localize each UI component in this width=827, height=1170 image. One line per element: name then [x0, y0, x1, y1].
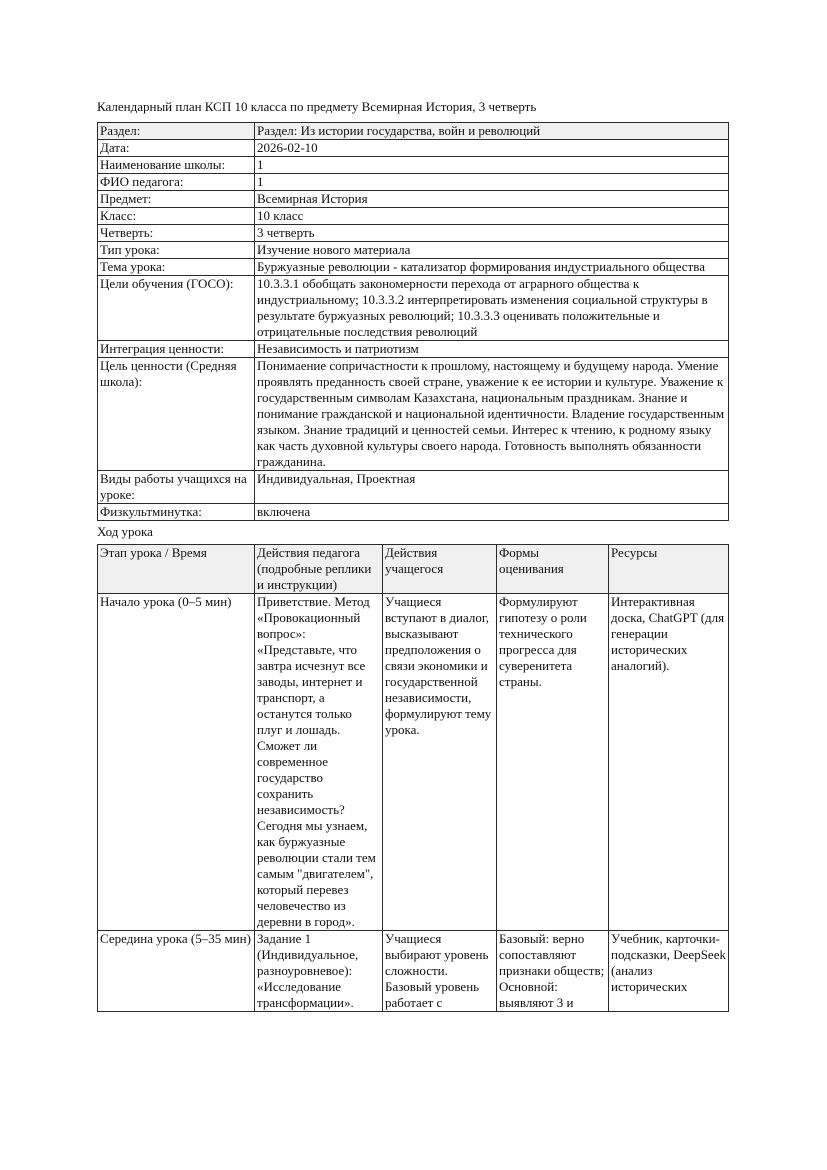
info-row-school — [98, 157, 729, 174]
document-page — [97, 99, 728, 1012]
info-label: Тема урока: — [98, 259, 255, 276]
document-title: Календарный план КСП 10 класса по предмету Всемирная История, 3 четверть — [97, 99, 537, 114]
lesson-row-middle — [98, 931, 729, 1012]
lesson-cell-assessment: Базовый: верно сопоставляют признаки обществ; Основной: выявляют 3 и — [497, 931, 609, 1012]
info-label: Цель ценности (Средняя школа): — [98, 358, 255, 471]
info-value: 10 класс — [255, 208, 729, 225]
info-row-values-goal — [98, 358, 729, 471]
info-row-date — [98, 140, 729, 157]
lesson-course-heading: Ход урока — [97, 524, 153, 539]
lesson-info-table — [97, 122, 729, 521]
info-value: 1 — [255, 157, 729, 174]
lesson-header-row — [98, 545, 729, 594]
info-row-subject — [98, 191, 729, 208]
info-label: Интеграция ценности: — [98, 341, 255, 358]
lesson-header-assessment: Формы оценивания — [497, 545, 609, 594]
info-row-work-types — [98, 471, 729, 504]
info-row-values-integration — [98, 341, 729, 358]
lesson-cell-student-actions: Учащиеся выбирают уровень сложности. Базовый уровень работает с — [383, 931, 497, 1012]
info-label: Наименование школы: — [98, 157, 255, 174]
info-label: Раздел: — [98, 123, 255, 140]
info-value: Индивидуальная, Проектная — [255, 471, 729, 504]
lesson-cell-resources: Учебник, карточки-подсказки, DeepSeek (анализ исторических — [609, 931, 729, 1012]
info-label: Предмет: — [98, 191, 255, 208]
info-row-phys-minute — [98, 504, 729, 521]
info-row-lesson-type — [98, 242, 729, 259]
lesson-cell-teacher-actions: Приветствие. Метод «Провокационный вопрос»: «Представьте, что завтра исчезнут все заводы, интернет и транспорт, а останутся только плуг и лошадь. Сможет ли современное государство сохранить независимость? Сегодня мы узнаем, как буржуазные революции стали тем самым "двигателем", который перевез человечество из деревни в город». — [255, 594, 383, 931]
info-label: Виды работы учащихся на уроке: — [98, 471, 255, 504]
info-value: Независимость и патриотизм — [255, 341, 729, 358]
lesson-cell-student-actions: Учащиеся вступают в диалог, высказывают предположения о связи экономики и государственной независимости, формулируют тему урока. — [383, 594, 497, 931]
lesson-cell-teacher-actions: Задание 1 (Индивидуальное, разноуровневое): «Исследование трансформации». — [255, 931, 383, 1012]
info-row-quarter — [98, 225, 729, 242]
lesson-header-stage: Этап урока / Время — [98, 545, 255, 594]
info-value: 10.3.3.1 обобщать закономерности перехода от аграрного общества к индустриальному; 10.3.3.2 интерпретировать изменения социальной структуры в результате буржуазных революций; 10.3.3.3 оценивать положительные и отрицательные последствия революций — [255, 276, 729, 341]
info-label: Четверть: — [98, 225, 255, 242]
lesson-header-teacher-actions: Действия педагога (подробные реплики и инструкции) — [255, 545, 383, 594]
info-value: 2026-02-10 — [255, 140, 729, 157]
info-value: 1 — [255, 174, 729, 191]
info-value: Понимаение сопричастности к прошлому, настоящему и будущему народа. Умение проявлять преданность своей стране, уважение к ее истории и культуре. Уважение к государственным символам Казахстана, национальным праздникам. Знание и понимание гражданской и национальной идентичности. Владение государственным языком. Знание традиций и ценностей семьи. Интерес к чтению, к родному языку как часть духовной культуры своего народа. Готовность выполнять обязанности гражданина. — [255, 358, 729, 471]
info-value: 3 четверть — [255, 225, 729, 242]
info-label: Физкультминутка: — [98, 504, 255, 521]
info-row-lesson-topic — [98, 259, 729, 276]
info-value: Всемирная История — [255, 191, 729, 208]
lesson-cell-stage: Начало урока (0–5 мин) — [98, 594, 255, 931]
info-label: Дата: — [98, 140, 255, 157]
info-label: Цели обучения (ГОСО): — [98, 276, 255, 341]
info-label: ФИО педагога: — [98, 174, 255, 191]
lesson-header-resources: Ресурсы — [609, 545, 729, 594]
lesson-header-student-actions: Действия учащегося — [383, 545, 497, 594]
lesson-cell-resources: Интерактивная доска, ChatGPT (для генерации исторических аналогий). — [609, 594, 729, 931]
info-row-class — [98, 208, 729, 225]
info-value: Изучение нового материала — [255, 242, 729, 259]
info-value: Буржуазные революции - катализатор формирования индустриального общества — [255, 259, 729, 276]
info-row-teacher-name — [98, 174, 729, 191]
info-value: включена — [255, 504, 729, 521]
info-label: Класс: — [98, 208, 255, 225]
lesson-cell-stage: Середина урока (5–35 мин) — [98, 931, 255, 1012]
info-label: Тип урока: — [98, 242, 255, 259]
lesson-course-table — [97, 544, 729, 1012]
info-row-section — [98, 123, 729, 140]
info-value: Раздел: Из истории государства, войн и революций — [255, 123, 729, 140]
lesson-cell-assessment: Формулируют гипотезу о роли технического прогресса для суверенитета страны. — [497, 594, 609, 931]
info-row-goals — [98, 276, 729, 341]
lesson-row-start — [98, 594, 729, 931]
